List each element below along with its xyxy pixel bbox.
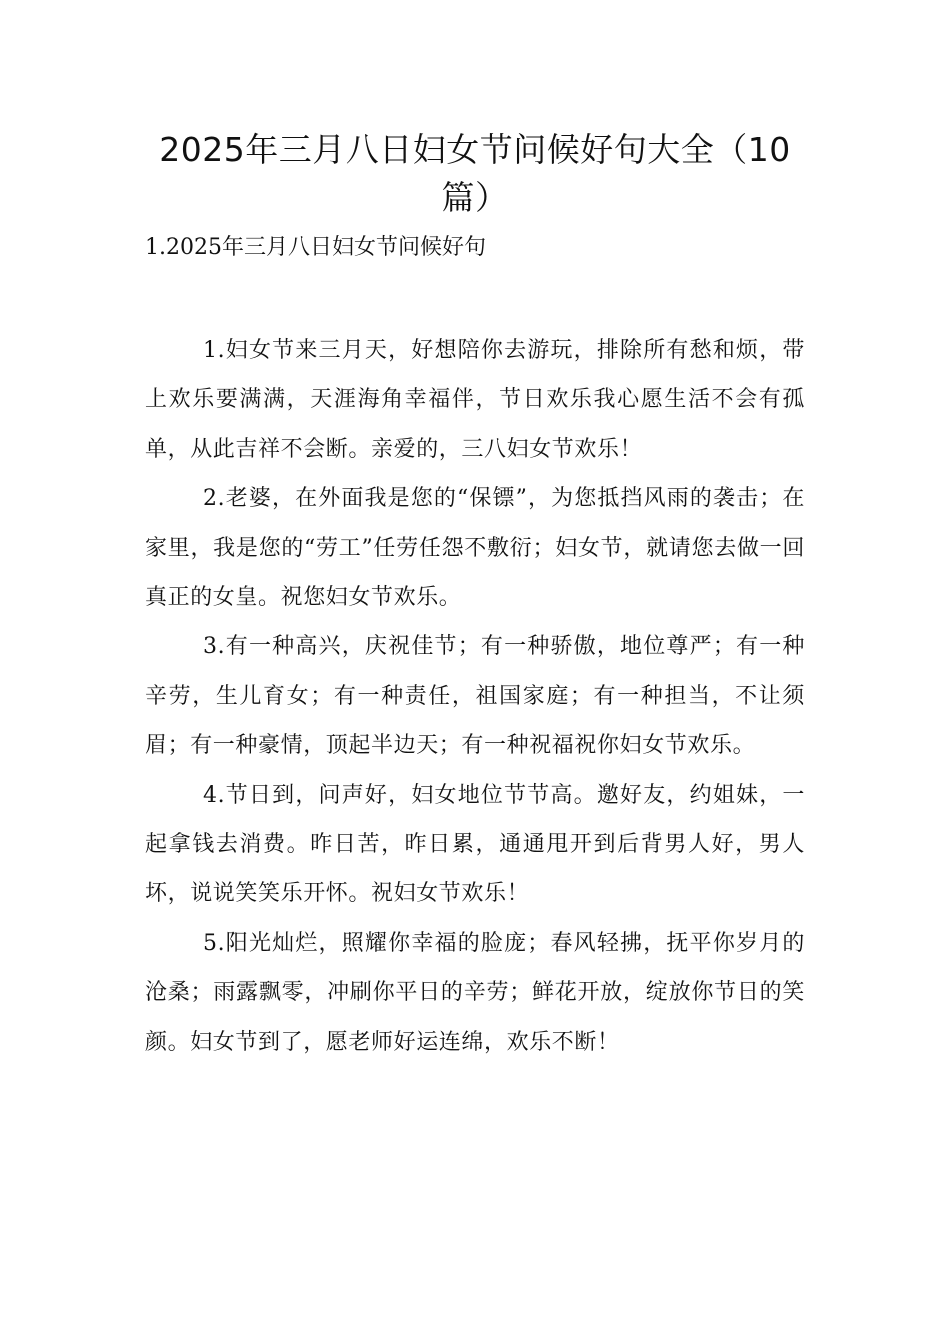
section-heading: 1.2025年三月八日妇女节问候好句: [145, 235, 486, 260]
document-body: [145, 326, 805, 1067]
document-title: 2025年三月八日妇女节问候好句大全（10篇）: [159, 130, 791, 217]
paragraph-1: 1.妇女节来三月天，好想陪你去游玩，排除所有愁和烦，带上欢乐要满满，天涯海角幸福伴，节日欢乐我心愿生活不会有孤单，从此吉祥不会断。亲爱的，三八妇女节欢乐！: [145, 338, 805, 462]
paragraph-3: 3.有一种高兴，庆祝佳节；有一种骄傲，地位尊严；有一种辛劳，生儿育女；有一种责任，祖国家庭；有一种担当，不让须眉；有一种豪情，顶起半边天；有一种祝福祝你妇女节欢乐。: [145, 634, 805, 759]
paragraph-4: 4.节日到，问声好，妇女地位节节高。邀好友，约姐妹，一起拿钱去消费。昨日苦，昨日累，通通甩开到后背男人好，男人坏，说说笑笑乐开怀。祝妇女节欢乐！: [145, 782, 805, 907]
paragraph-5: 5.阳光灿烂，照耀你幸福的脸庞；春风轻拂，抚平你岁月的沧桑；雨露飘零，冲刷你平日的辛劳；鲜花开放，绽放你节日的笑颜。妇女节到了，愿老师好运连绵，欢乐不断！: [145, 930, 805, 1055]
paragraph-2: 2.老婆，在外面我是您的“保镖”，为您抵挡风雨的袭击；在家里，我是您的“劳工”任劳任怨不敷衍；妇女节，就请您去做一回真正的女皇。祝您妇女节欢乐。: [145, 486, 805, 611]
